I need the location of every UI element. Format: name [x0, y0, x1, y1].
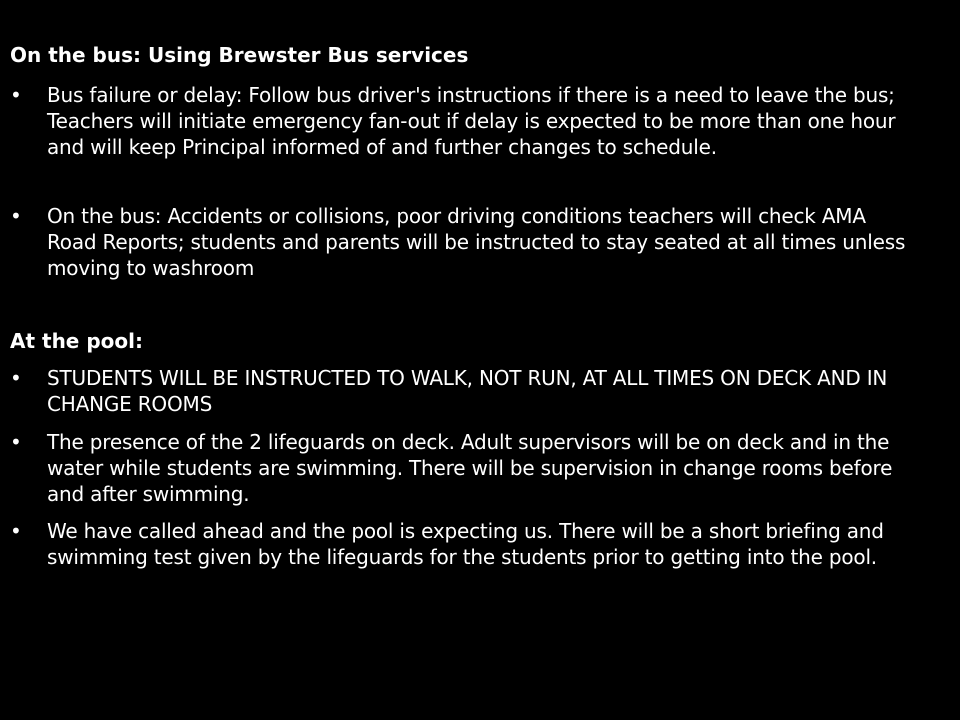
bullet-text-called-ahead: We have called ahead and the pool is expecting us. There will be a short briefing and swimming test given by the lifeguards for the students prior to getting into the pool.: [47, 519, 884, 569]
heading-on-the-bus: On the bus: Using Brewster Bus services: [10, 43, 469, 67]
bullet-text-walk-not-run: STUDENTS WILL BE INSTRUCTED TO WALK, NOT RUN, AT ALL TIMES ON DECK AND IN CHANGE ROOMS: [47, 366, 888, 416]
bullet-marker: •: [10, 430, 22, 454]
bullet-text-lifeguards: The presence of the 2 lifeguards on deck. Adult supervisors will be on deck and in the water while students are swimming. There will be supervision in change rooms before and after swimming.: [47, 430, 893, 506]
bullet-text-accidents: On the bus: Accidents or collisions, poor driving conditions teachers will check AMA Road Reports; students and parents will be instructed to stay seated at all times unless moving to washroom: [47, 204, 906, 280]
bullet-marker: •: [10, 366, 22, 390]
bullet-marker: •: [10, 204, 22, 228]
bullet-text-bus-failure: Bus failure or delay: Follow bus driver's instructions if there is a need to leave the bus; Teachers will initiate emergency fan-out if delay is expected to be more than one hour and will keep Principal informed of and further changes to schedule.: [47, 83, 896, 159]
heading-at-the-pool: At the pool:: [10, 329, 143, 353]
bullet-marker: •: [10, 519, 22, 543]
bullet-marker: •: [10, 83, 22, 107]
